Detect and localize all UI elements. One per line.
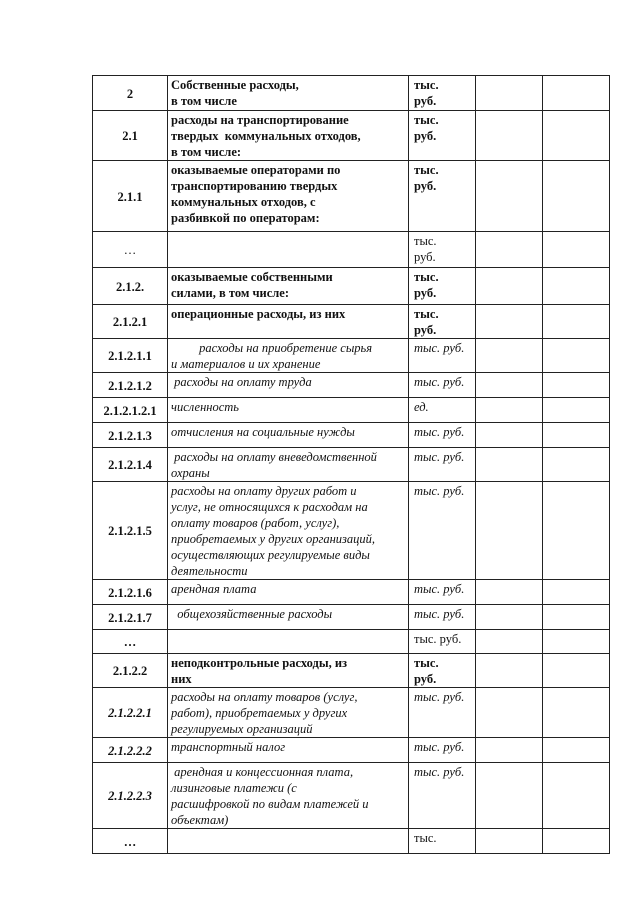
- empty-value-cell: [476, 232, 543, 268]
- empty-value-cell: [476, 111, 543, 161]
- empty-value-cell: [543, 630, 610, 654]
- empty-value-cell: [476, 161, 543, 232]
- empty-value-cell: [476, 580, 543, 605]
- row-number-cell: 2.1.2.1.3: [93, 423, 168, 448]
- row-number-cell: 2: [93, 76, 168, 111]
- row-number-cell: 2.1.2.1.2.1: [93, 398, 168, 423]
- empty-value-cell: [543, 373, 610, 398]
- row-name-cell: оказываемые собственными силами, в том числе:: [168, 268, 409, 305]
- empty-value-cell: [476, 605, 543, 630]
- table-row: [93, 268, 610, 305]
- row-number-cell: 2.1.2.1.7: [93, 605, 168, 630]
- row-number-cell: 2.1.2.2.3: [93, 763, 168, 829]
- empty-value-cell: [476, 482, 543, 580]
- row-unit-cell: тыс. руб.: [409, 268, 476, 305]
- empty-value-cell: [543, 232, 610, 268]
- row-number-cell: 2.1.2.1.6: [93, 580, 168, 605]
- table-row: [93, 423, 610, 448]
- empty-value-cell: [476, 448, 543, 482]
- row-unit-cell: ед.: [409, 398, 476, 423]
- row-unit-cell: тыс. руб.: [409, 763, 476, 829]
- empty-value-cell: [543, 829, 610, 854]
- row-name-cell: арендная плата: [168, 580, 409, 605]
- empty-value-cell: [476, 305, 543, 339]
- empty-value-cell: [543, 111, 610, 161]
- table-row: [93, 305, 610, 339]
- row-name-cell: расходы на оплату труда: [168, 373, 409, 398]
- empty-value-cell: [543, 398, 610, 423]
- table-row: [93, 232, 610, 268]
- row-number-cell: 2.1: [93, 111, 168, 161]
- table-row: [93, 339, 610, 373]
- table-row: [93, 580, 610, 605]
- row-number-cell: …: [93, 232, 168, 268]
- row-number-cell: …: [93, 630, 168, 654]
- row-unit-cell: тыс. руб.: [409, 630, 476, 654]
- table-row: [93, 654, 610, 688]
- row-unit-cell: тыс. руб.: [409, 161, 476, 232]
- empty-value-cell: [543, 448, 610, 482]
- empty-value-cell: [476, 398, 543, 423]
- row-unit-cell: тыс. руб.: [409, 448, 476, 482]
- empty-value-cell: [543, 580, 610, 605]
- row-unit-cell: тыс. руб.: [409, 339, 476, 373]
- row-number-cell: 2.1.2.2: [93, 654, 168, 688]
- empty-value-cell: [476, 423, 543, 448]
- empty-value-cell: [543, 268, 610, 305]
- row-name-cell: [168, 829, 409, 854]
- table-row: [93, 161, 610, 232]
- empty-value-cell: [543, 688, 610, 738]
- empty-value-cell: [476, 829, 543, 854]
- table-row: [93, 398, 610, 423]
- row-number-cell: 2.1.2.1: [93, 305, 168, 339]
- empty-value-cell: [543, 738, 610, 763]
- row-name-cell: Собственные расходы, в том числе: [168, 76, 409, 111]
- table-row: [93, 630, 610, 654]
- row-number-cell: 2.1.2.2.2: [93, 738, 168, 763]
- empty-value-cell: [543, 763, 610, 829]
- row-unit-cell: тыс. руб.: [409, 580, 476, 605]
- table-row: [93, 373, 610, 398]
- row-name-cell: расходы на приобретение сырья и материалов и их хранение: [168, 339, 409, 373]
- row-unit-cell: тыс. руб.: [409, 76, 476, 111]
- row-number-cell: 2.1.2.1.1: [93, 339, 168, 373]
- empty-value-cell: [476, 654, 543, 688]
- row-unit-cell: тыс. руб.: [409, 688, 476, 738]
- row-name-cell: расходы на оплату других работ и услуг, не относящихся к расходам на оплату товаров (работ, услуг), приобретаемых у других организаций, осуществляющих регулируемые виды деятельности: [168, 482, 409, 580]
- table-row: [93, 111, 610, 161]
- row-name-cell: расходы на оплату товаров (услуг, работ), приобретаемых у других регулируемых организаций: [168, 688, 409, 738]
- row-number-cell: 2.1.2.1.2: [93, 373, 168, 398]
- empty-value-cell: [476, 763, 543, 829]
- row-name-cell: общехозяйственные расходы: [168, 605, 409, 630]
- row-name-cell: расходы на оплату вневедомственной охраны: [168, 448, 409, 482]
- row-name-cell: [168, 232, 409, 268]
- table-row: [93, 482, 610, 580]
- empty-value-cell: [543, 305, 610, 339]
- empty-value-cell: [476, 373, 543, 398]
- row-unit-cell: тыс. руб.: [409, 738, 476, 763]
- row-unit-cell: тыс. руб.: [409, 373, 476, 398]
- expenses-table-body: [93, 76, 610, 854]
- row-unit-cell: тыс. руб.: [409, 654, 476, 688]
- row-unit-cell: тыс. руб.: [409, 482, 476, 580]
- row-unit-cell: тыс. руб.: [409, 232, 476, 268]
- empty-value-cell: [543, 654, 610, 688]
- row-name-cell: отчисления на социальные нужды: [168, 423, 409, 448]
- row-unit-cell: тыс. руб.: [409, 605, 476, 630]
- table-row: [93, 76, 610, 111]
- row-number-cell: 2.1.2.2.1: [93, 688, 168, 738]
- empty-value-cell: [543, 161, 610, 232]
- row-number-cell: 2.1.2.1.5: [93, 482, 168, 580]
- empty-value-cell: [543, 605, 610, 630]
- row-name-cell: неподконтрольные расходы, из них: [168, 654, 409, 688]
- table-row: [93, 448, 610, 482]
- empty-value-cell: [476, 268, 543, 305]
- empty-value-cell: [476, 339, 543, 373]
- empty-value-cell: [476, 738, 543, 763]
- empty-value-cell: [543, 482, 610, 580]
- table-row: [93, 738, 610, 763]
- table-row: [93, 763, 610, 829]
- row-name-cell: [168, 630, 409, 654]
- empty-value-cell: [476, 688, 543, 738]
- table-row: [93, 688, 610, 738]
- empty-value-cell: [476, 630, 543, 654]
- row-number-cell: 2.1.2.: [93, 268, 168, 305]
- row-number-cell: …: [93, 829, 168, 854]
- row-unit-cell: тыс. руб.: [409, 423, 476, 448]
- row-name-cell: оказываемые операторами по транспортированию твердых коммунальных отходов, с разбивкой по операторам:: [168, 161, 409, 232]
- table-row: [93, 829, 610, 854]
- row-number-cell: 2.1.1: [93, 161, 168, 232]
- row-unit-cell: тыс.: [409, 829, 476, 854]
- empty-value-cell: [543, 76, 610, 111]
- row-number-cell: 2.1.2.1.4: [93, 448, 168, 482]
- empty-value-cell: [476, 76, 543, 111]
- empty-value-cell: [543, 339, 610, 373]
- empty-value-cell: [543, 423, 610, 448]
- row-name-cell: расходы на транспортирование твердых коммунальных отходов, в том числе:: [168, 111, 409, 161]
- table-row: [93, 605, 610, 630]
- row-name-cell: операционные расходы, из них: [168, 305, 409, 339]
- row-name-cell: численность: [168, 398, 409, 423]
- expenses-table: [92, 75, 610, 854]
- row-name-cell: арендная и концессионная плата, лизинговые платежи (с расшифровкой по видам платежей и объектам): [168, 763, 409, 829]
- row-unit-cell: тыс. руб.: [409, 111, 476, 161]
- row-unit-cell: тыс. руб.: [409, 305, 476, 339]
- row-name-cell: транспортный налог: [168, 738, 409, 763]
